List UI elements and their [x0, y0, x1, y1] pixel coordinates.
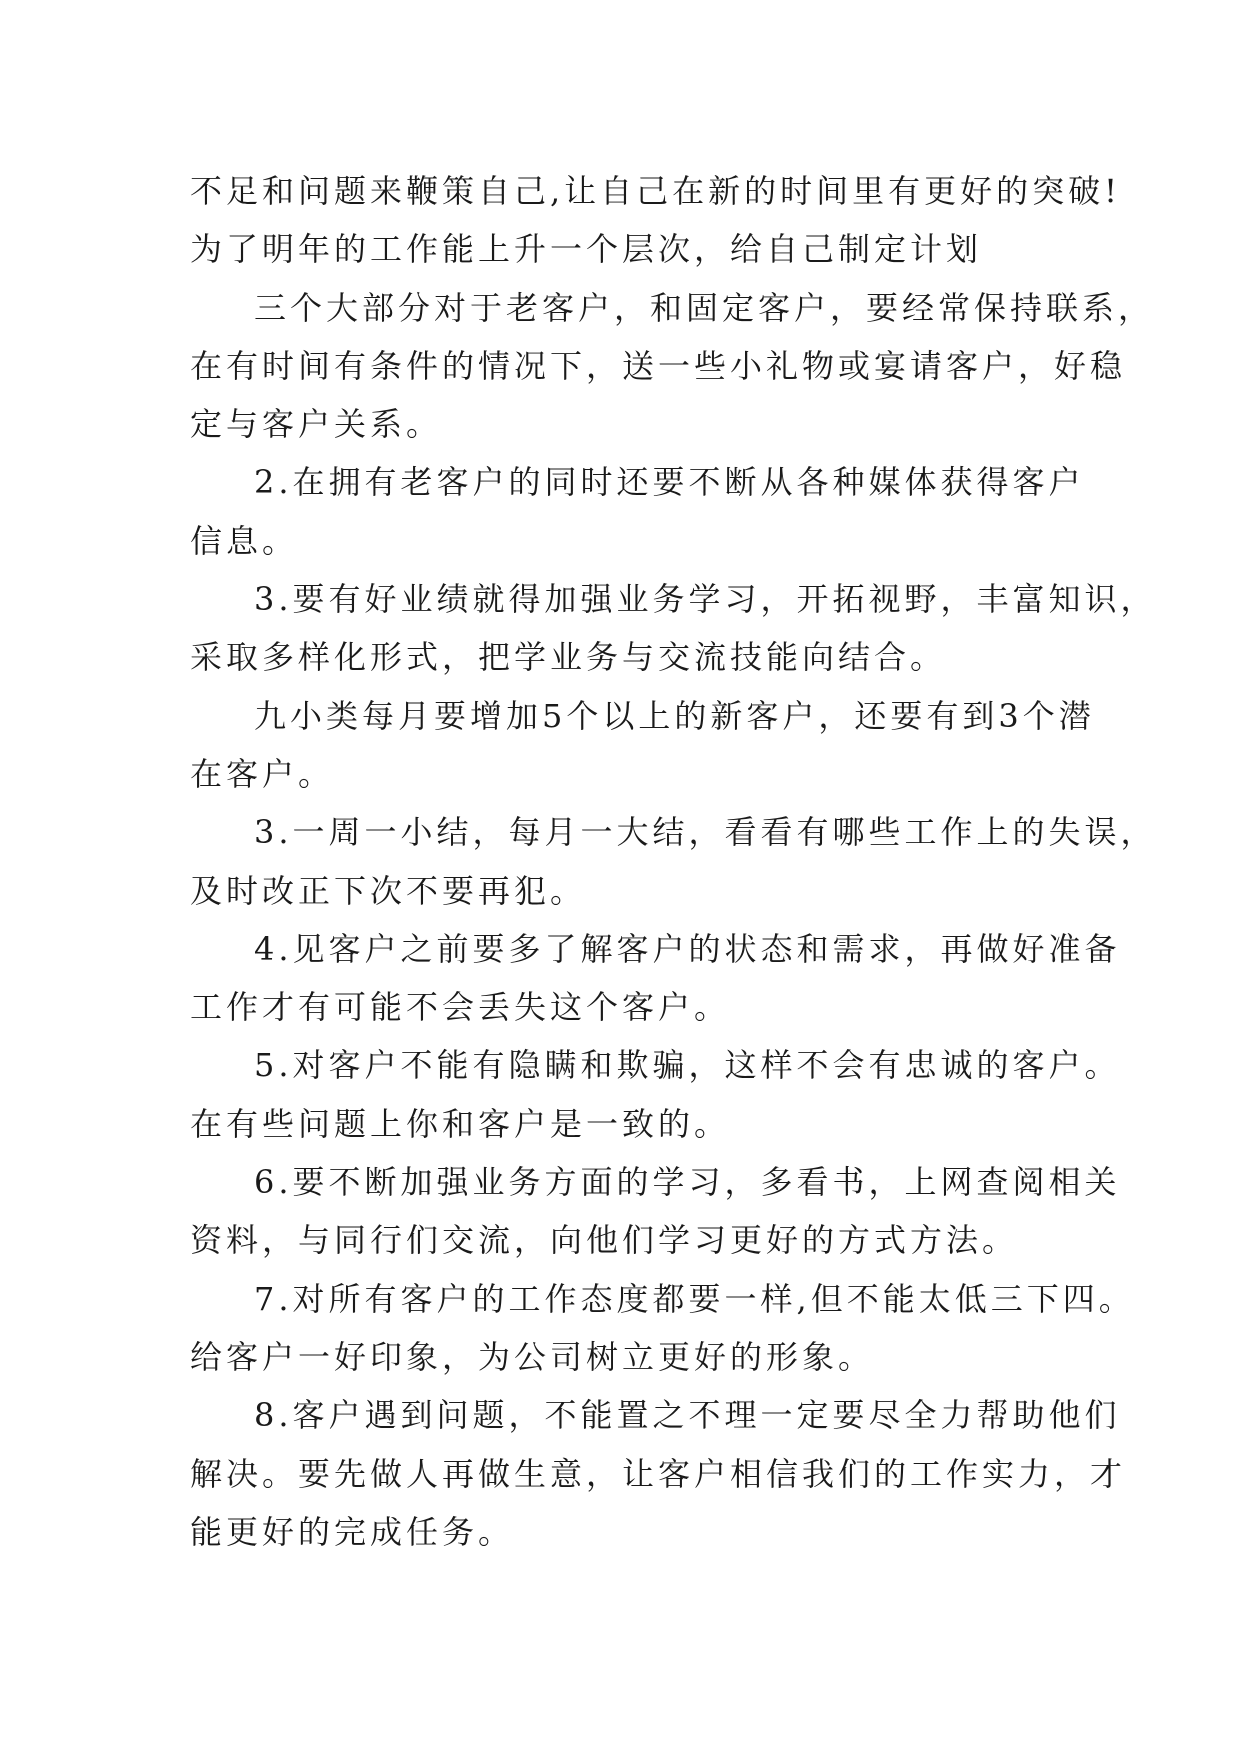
paragraph-start-line: 5.对客户不能有隐瞒和欺骗，这样不会有忠诚的客户。: [254, 1046, 1121, 1085]
text-line: 采取多样化形式，把学业务与交流技能向结合。: [190, 638, 947, 677]
text-line: 定与客户关系。: [190, 405, 443, 444]
paragraph-start-line: 6.要不断加强业务方面的学习，多看书，上网查阅相关: [254, 1163, 1121, 1202]
text-line: 资料，与同行们交流，向他们学习更好的方式方法。: [190, 1221, 1019, 1260]
text-line: 解决。要先做人再做生意，让客户相信我们的工作实力，才: [190, 1454, 1127, 1493]
paragraph-start-line: 8.客户遇到问题，不能置之不理一定要尽全力帮助他们: [254, 1396, 1121, 1435]
text-line: 在有些问题上你和客户是一致的。: [190, 1104, 731, 1143]
paragraph-start-line: 7.对所有客户的工作态度都要一样,但不能太低三下四。: [254, 1279, 1135, 1318]
text-line: 给客户一好印象，为公司树立更好的形象。: [190, 1337, 875, 1376]
text-line: 工作才有可能不会丢失这个客户。: [190, 988, 731, 1027]
text-line: 信息。: [190, 521, 299, 560]
paragraph-start-line: 3.要有好业绩就得加强业务学习，开拓视野，丰富知识，: [254, 580, 1157, 619]
text-line: 及时改正下次不要再犯。: [190, 871, 587, 910]
text-line: 在客户。: [190, 754, 335, 793]
text-line: 能更好的完成任务。: [190, 1512, 515, 1551]
text-line: 不足和问题来鞭策自己,让自己在新的时间里有更好的突破!: [190, 172, 1122, 210]
paragraph-start-line: 3.一周一小结，每月一大结，看看有哪些工作上的失误，: [254, 813, 1157, 852]
paragraph-start-line: 4.见客户之前要多了解客户的状态和需求，再做好准备: [254, 929, 1121, 968]
paragraph-start-line: 九小类每月要增加5个以上的新客户，还要有到3个潜: [254, 696, 1095, 735]
paragraph-start-line: 2.在拥有老客户的同时还要不断从各种媒体获得客户: [254, 463, 1085, 502]
document-body: [190, 162, 1157, 1561]
text-line: 为了明年的工作能上升一个层次，给自己制定计划: [190, 230, 983, 269]
paragraph-start-line: 三个大部分对于老客户，和固定客户，要经常保持联系，: [254, 288, 1155, 327]
text-line: 在有时间有条件的情况下，送一些小礼物或宴请客户，好稳: [190, 346, 1127, 385]
